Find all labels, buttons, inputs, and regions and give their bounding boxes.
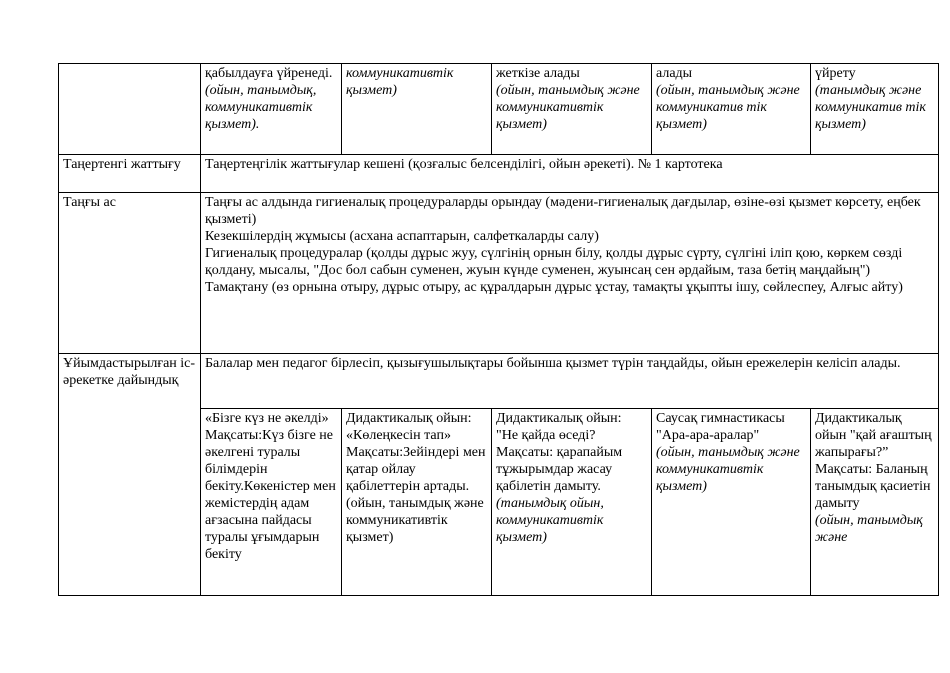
row-label: Таңғы ас bbox=[59, 193, 201, 354]
empty-label-cell bbox=[59, 64, 201, 155]
continuation-row bbox=[59, 64, 939, 155]
breakfast-line: Таңғы ас алдында гигиеналық процедураларды орындау (мәдени-гигиеналық дағдылар, өзіне-өзі қызмет көрсету, еңбек қызметі) bbox=[205, 195, 921, 227]
activity-cell: жеткізе алады (ойын, танымдық және коммуникативтік қызмет) bbox=[492, 64, 652, 155]
game-cell: Саусақ гимнастикасы "Ара-ара-аралар" (ойын, танымдық және коммуникативтік қызмет) bbox=[652, 409, 811, 596]
game-cell: Дидактикалық ойын "қай ағаштың жапырағы?” Мақсаты: Баланың танымдық қасиетін дамыту (ойын, танымдық және bbox=[811, 409, 939, 596]
organized-activity-row bbox=[59, 354, 939, 409]
breakfast-row bbox=[59, 193, 939, 354]
daily-plan-table bbox=[58, 63, 939, 596]
morning-exercise-row bbox=[59, 155, 939, 193]
activity-cell: алады (ойын, танымдық және коммуникатив тік қызмет) bbox=[652, 64, 811, 155]
activity-cell: коммуникативтік қызмет) bbox=[342, 64, 492, 155]
breakfast-line: Кезекшілердің жұмысы (асхана аспаптарын, салфеткаларды салу) bbox=[205, 229, 599, 244]
row-label: Ұйымдастырылған іс-әрекетке дайындық bbox=[59, 354, 201, 596]
activity-cell: қабылдауға үйренеді. (ойын, танымдық, коммуникативтік қызмет). bbox=[201, 64, 342, 155]
game-cell: «Бізге күз не әкелді» Мақсаты:Күз бізге не әкелгені туралы білімдерін бекіту.Көкеністер мен жемістердің адам ағзасына пайдасы туралы ұғымдарын бекіту bbox=[201, 409, 342, 596]
activity-cell: үйрету (танымдық және коммуникатив тік қызмет) bbox=[811, 64, 939, 155]
organized-activity-text: Балалар мен педагог бірлесіп, қызығушылықтары бойынша қызмет түрін таңдайды, ойын ережелерін келісіп алады. bbox=[201, 354, 939, 409]
breakfast-line: Гигиеналық процедуралар (қолды дұрыс жуу, сүлгінің орнын білу, қолды дұрыс сүрту, сүлгіні іліп қою, көркем сөзді қолдану, мысалы, "Дос бол сабын суменен, жуын күнде суменен, жуынсаң сен әрдайым, таза бетің маңдайың") bbox=[205, 246, 903, 278]
row-label: Таңертенгі жаттығу bbox=[59, 155, 201, 193]
game-cell: Дидактикалық ойын: «Көлеңкесін тап» Мақсаты:Зейіндері мен қатар ойлау қабілеттерін артады. (ойын, танымдық және коммуникативтік қызмет) bbox=[342, 409, 492, 596]
breakfast-text bbox=[201, 193, 939, 354]
game-cell: Дидактикалық ойын: "Не қайда өседі? Мақсаты: қарапайым тұжырымдар жасау қабілетін дамыту. (танымдық ойын, коммуникативтік қызмет) bbox=[492, 409, 652, 596]
morning-exercise-text: Таңертеңгілік жаттығулар кешені (қозғалыс белсенділігі, ойын әрекеті). № 1 картотека bbox=[201, 155, 939, 193]
breakfast-line: Тамақтану (өз орнына отыру, дұрыс отыру, ас құралдарын дұрыс ұстау, тамақты ұқыпты ішу, сөйлеспеу, Алғыс айту) bbox=[205, 280, 903, 295]
